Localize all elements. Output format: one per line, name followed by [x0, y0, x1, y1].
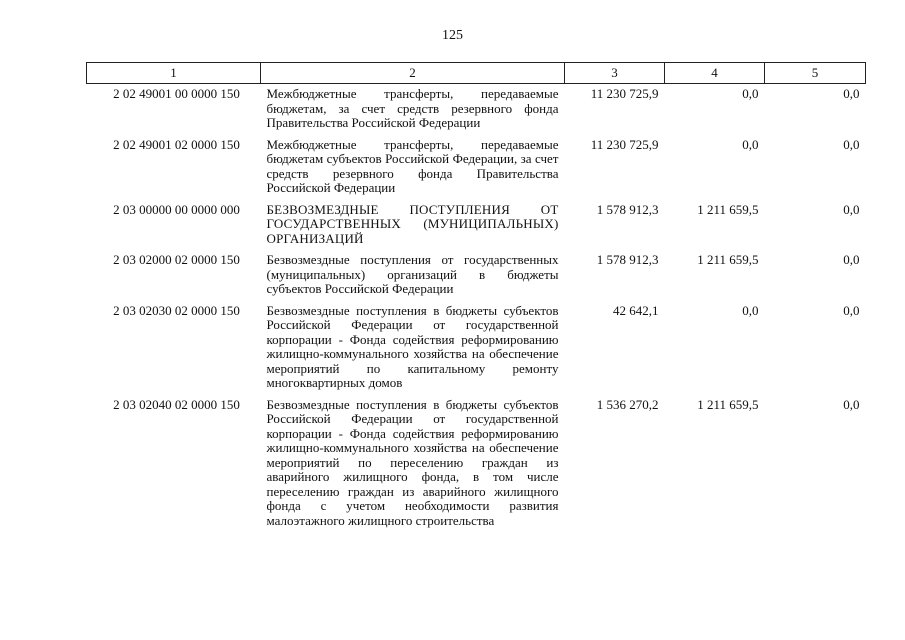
- row-code: 2 03 02000 02 0000 150: [113, 252, 240, 267]
- row-code: 2 02 49001 00 0000 150: [113, 86, 240, 101]
- row-code: 2 03 02030 02 0000 150: [113, 302, 240, 318]
- row-name: Межбюджетные трансферты, передаваемые бюджетам, за счет средств резервного фонда Правительства Российской Федерации: [266, 86, 559, 130]
- row-value-col4: 0,0: [742, 302, 759, 318]
- row-value-col5: 0,0: [843, 302, 860, 318]
- row-value-col3: 1 536 270,2: [596, 396, 659, 412]
- table-row: [87, 84, 866, 135]
- row-name: БЕЗВОЗМЕЗДНЫЕ ПОСТУПЛЕНИЯ ОТ ГОСУДАРСТВЕННЫХ (МУНИЦИПАЛЬНЫХ) ОРГАНИЗАЦИЙ: [266, 201, 559, 246]
- column-header-3: 3: [565, 63, 665, 84]
- row-name: Безвозмездные поступления в бюджеты субъектов Российской Федерации от государственной корпорации - Фонда содействия реформированию жилищно-коммунального хозяйства на обеспечение мероприятий по переселению граждан из аварийного жилищного фонда, в том числе переселению граждан из аварийного жилищного фонда с учетом необходимости развития малоэтажного жилищного строительства: [266, 396, 559, 528]
- row-value-col3: 11 230 725,9: [590, 136, 659, 152]
- row-value-col3: 1 578 912,3: [596, 252, 659, 267]
- row-code: 2 03 00000 00 0000 000: [113, 201, 240, 217]
- row-code: 2 03 02040 02 0000 150: [113, 396, 240, 412]
- column-header-5: 5: [765, 63, 866, 84]
- table-row: [87, 395, 866, 533]
- row-value-col4: 1 211 659,5: [697, 201, 759, 217]
- table-header: [87, 63, 866, 84]
- row-value-col5: 0,0: [843, 136, 860, 152]
- row-value-col4: 1 211 659,5: [697, 252, 759, 267]
- row-name: Межбюджетные трансферты, передаваемые бюджетам субъектов Российской Федерации, за счет средств резервного фонда Правительства Российской Федерации: [266, 136, 559, 195]
- table-row: [87, 200, 866, 251]
- row-value-col4: 0,0: [742, 136, 759, 152]
- column-header-4: 4: [665, 63, 765, 84]
- row-value-col3: 11 230 725,9: [590, 86, 659, 101]
- row-value-col4: 0,0: [742, 86, 759, 101]
- table-row: [87, 135, 866, 200]
- table-row: [87, 301, 866, 395]
- row-value-col5: 0,0: [843, 201, 860, 217]
- row-code: 2 02 49001 02 0000 150: [113, 136, 240, 152]
- row-value-col3: 42 642,1: [613, 302, 659, 318]
- row-value-col4: 1 211 659,5: [697, 396, 759, 412]
- row-name: Безвозмездные поступления от государственных (муниципальных) организаций в бюджеты субъектов Российской Федерации: [266, 252, 559, 296]
- row-value-col5: 0,0: [843, 86, 860, 101]
- column-header-2: 2: [261, 63, 565, 84]
- row-name: Безвозмездные поступления в бюджеты субъектов Российской Федерации от государственной корпорации - Фонда содействия реформированию жилищно-коммунального хозяйства на обеспечение мероприятий по капитальному ремонту многоквартирных домов: [266, 302, 559, 390]
- row-value-col5: 0,0: [843, 396, 860, 412]
- column-header-1: 1: [87, 63, 261, 84]
- header-row: [87, 63, 866, 84]
- table-body: [87, 84, 866, 533]
- table-row: [87, 250, 866, 301]
- row-value-col5: 0,0: [843, 252, 860, 267]
- page-number: 125: [442, 28, 463, 43]
- budget-table: [86, 62, 866, 532]
- row-value-col3: 1 578 912,3: [596, 201, 659, 217]
